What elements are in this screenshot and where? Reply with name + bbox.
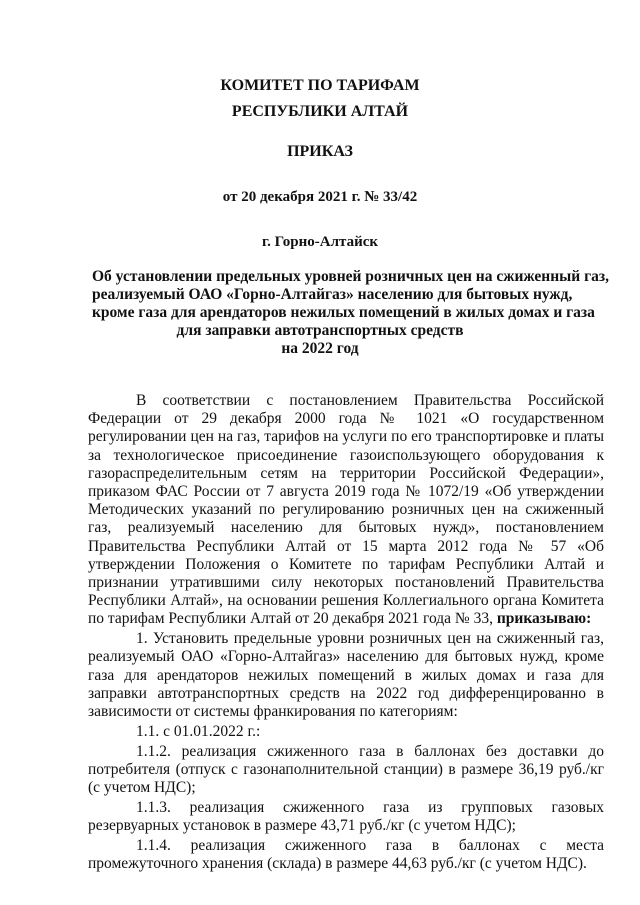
document-type: ПРИКАЗ [287, 143, 353, 160]
organization-name-line2: РЕСПУБЛИКИ АЛТАЙ [231, 103, 409, 120]
organization-name-line1: КОМИТЕТ ПО ТАРИФАМ [220, 77, 420, 94]
item-paragraph: 1.1.2. реализация сжиженного газа в баллонах без доставки до потребителя (отпуск с газонаполнительной станции) в размере 36,19 руб./кг (с учетом НДС); [88, 742, 604, 797]
item-paragraph: 1.1.4. реализация сжиженного газа в баллонах с места промежуточного хранения (склада) в размере 44,63 руб./кг (с учетом НДС). [88, 836, 604, 873]
title-line: Об установлении предельных уровней розничных цен на сжиженный газ, [92, 268, 609, 285]
document-city: г. Горно-Алтайск [261, 234, 379, 250]
item-paragraph: 1. Установить предельные уровни розничных цен на сжиженный газ, реализуемый ОАО «Горно-Алтайгаз» населению для бытовых нужд, кроме газа для арендаторов нежилых помещений в жилых домах и газа для заправки автотранспортных средств на 2022 год дифференцированно в зависимости от системы франкирования по категориям: [88, 630, 604, 721]
item-paragraph: 1.1. с 01.01.2022 г.: [136, 722, 261, 740]
title-line: реализуемый ОАО «Горно-Алтайгаз» населению для бытовых нужд, [92, 286, 573, 303]
title-line: на 2022 год [281, 340, 359, 357]
document-date-number: от 20 декабря 2021 г. № 33/42 [222, 189, 418, 205]
document-body [88, 392, 604, 873]
order-word: приказываю: [496, 610, 592, 628]
preamble-text: В соответствии с постановлением Правительства Российской Федерации от 29 декабря 2000 года № 1021 «О государственном регулировании цен на газ, тарифов на услуги по его транспортировке и платы за технологическое присоединение газоиспользующего оборудования к газораспределительным сетям на территории Российской Федерации», приказом ФАС России от 7 августа 2019 года № 1072/19 «Об утверждении Методических указаний по регулированию розничных цен на сжиженный газ, реализуемый населению для бытовых нужд», постановлением Правительства Республики Алтай от 15 марта 2012 года № 57 «Об утверждении Положения о Комитете по тарифам Республики Алтай и признании утратившими силу некоторых постановлений Правительства Республики Алтай», на основании решения Коллегиального органа Комитета по тарифам Республики Алтай от 20 декабря 2021 года № 33, [88, 392, 604, 628]
title-line: для заправки автотранспортных средств [176, 322, 464, 339]
item-paragraph: 1.1.3. реализация сжиженного газа из групповых газовых резервуарных установок в размере 43,71 руб./кг (с учетом НДС); [88, 798, 604, 835]
document-title [92, 268, 609, 358]
title-line: кроме газа для арендаторов нежилых помещений в жилых домах и газа [92, 304, 595, 321]
preamble-paragraph [88, 392, 604, 629]
